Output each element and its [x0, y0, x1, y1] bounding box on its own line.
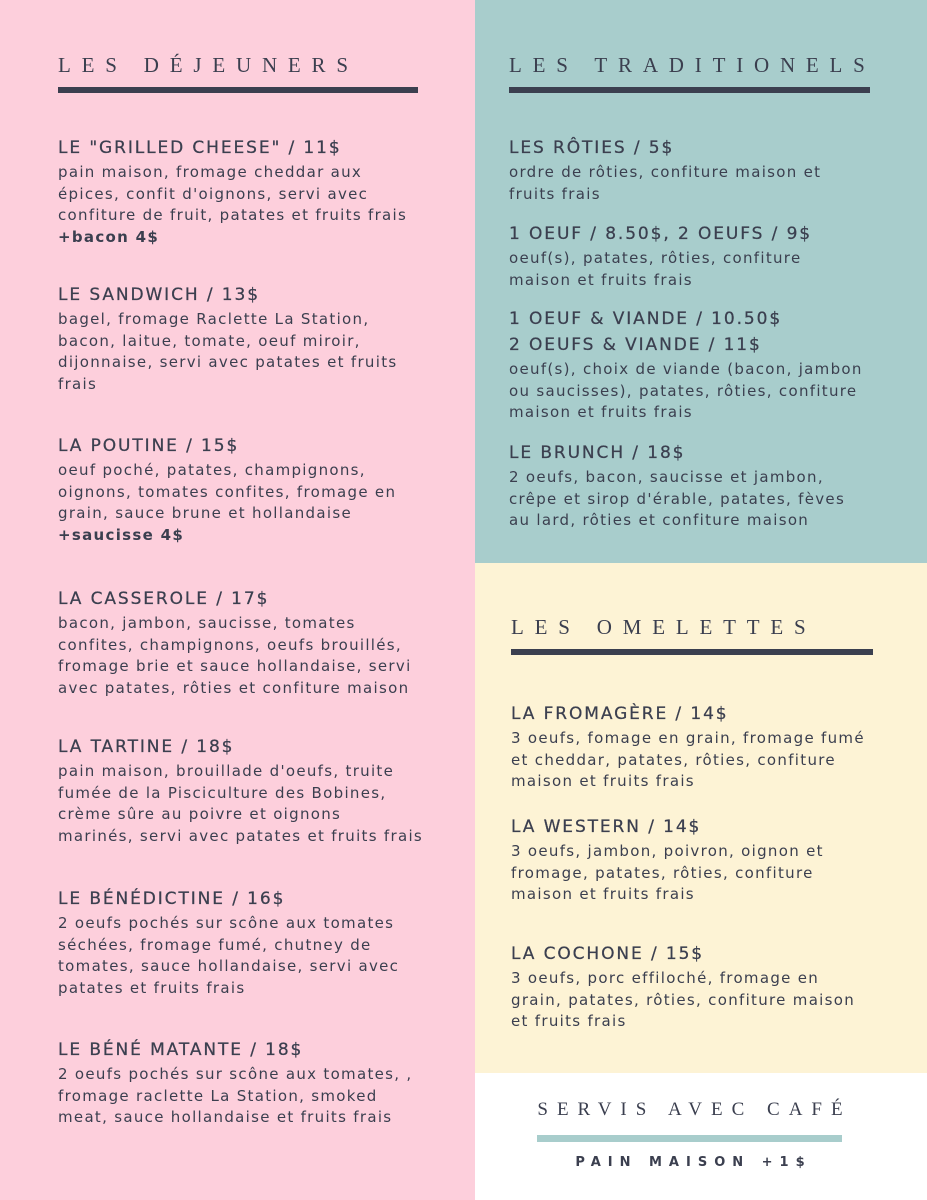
description-line: séchées, fromage fumé, chutney de: [58, 935, 372, 954]
menu-item-bene-matante: [58, 1037, 413, 1129]
description-line: 2 oeufs pochés sur scône aux tomates: [58, 914, 395, 932]
item-description: [58, 460, 396, 547]
description-line: confiture de fruit, patates et fruits frais: [58, 206, 408, 225]
description-line: pain maison, fromage cheddar aux: [58, 163, 363, 181]
item-title: LE "GRILLED CHEESE" / 11$: [58, 138, 342, 158]
section-heading: LES TRADITIONELS: [509, 53, 876, 77]
description-line: fromage, patates, rôties, confiture: [511, 863, 814, 882]
menu-item-tartine: [58, 734, 423, 848]
item-description: [58, 309, 398, 396]
section-heading: LES OMELETTES: [511, 615, 817, 639]
footer-section: [475, 1073, 927, 1200]
omelettes-section: [475, 563, 927, 1073]
item-title: LE BÉNÉDICTINE / 16$: [58, 889, 286, 909]
menu-item-fromagere: [511, 701, 865, 793]
description-line: confites, champignons, oeufs brouillés,: [58, 635, 402, 654]
menu-item-poutine: [58, 433, 396, 547]
description-line: bacon, laitue, tomate, oeuf miroir,: [58, 331, 361, 350]
item-description: [509, 162, 821, 205]
description-line: maison et fruits frais: [509, 270, 693, 289]
description-line: fumée de la Pisciculture des Bobines,: [58, 783, 387, 802]
description-line: oeuf(s), choix de viande (bacon, jambon: [509, 360, 863, 378]
item-description: [58, 162, 407, 249]
description-line: oeuf(s), patates, rôties, confiture: [509, 249, 802, 267]
description-line: 3 oeufs, jambon, poivron, oignon et: [511, 842, 824, 860]
description-line: ordre de rôties, confiture maison et: [509, 163, 822, 181]
item-description: [511, 968, 855, 1033]
description-line: oignons, tomates confites, fromage en: [58, 482, 397, 501]
description-line: 2 oeufs pochés sur scône aux tomates, ,: [58, 1065, 413, 1083]
item-title: 1 OEUF / 8.50$, 2 OEUFS / 9$: [509, 224, 812, 244]
item-title: LA WESTERN / 14$: [511, 817, 702, 837]
item-title: LE SANDWICH / 13$: [58, 285, 260, 305]
item-description: [509, 248, 812, 291]
item-title: LA TARTINE / 18$: [58, 737, 235, 757]
description-line: bagel, fromage Raclette La Station,: [58, 310, 370, 328]
item-description: [511, 841, 824, 906]
menu-item-oeufs: [509, 221, 812, 291]
footer-divider: [537, 1135, 842, 1142]
traditionels-section: [475, 0, 927, 563]
item-title: LE BRUNCH / 18$: [509, 443, 686, 463]
description-line: ou saucisses), patates, rôties, confiture: [509, 381, 858, 400]
description-line: crêpe et sirop d'érable, patates, fèves: [509, 489, 846, 508]
menu-item-casserole: [58, 586, 412, 700]
item-extra: +bacon 4$: [58, 228, 160, 247]
item-title: LA CASSEROLE / 17$: [58, 589, 270, 609]
menu-item-oeuf-viande: [509, 306, 863, 424]
menu-item-cochone: [511, 941, 855, 1033]
description-line: maison et fruits frais: [511, 885, 695, 904]
item-title: LE BÉNÉ MATANTE / 18$: [58, 1040, 304, 1060]
heading-divider: [58, 87, 418, 93]
heading-divider: [511, 649, 873, 655]
menu-item-grilled-cheese: [58, 135, 407, 249]
description-line: dijonnaise, servi avec patates et fruits: [58, 353, 398, 372]
item-description: [58, 761, 423, 848]
footer-note: PAIN MAISON +1$: [575, 1155, 812, 1170]
item-title: 1 OEUF & VIANDE / 10.50$: [509, 309, 783, 329]
description-line: frais: [58, 375, 98, 394]
menu-item-benedictine: [58, 886, 399, 1000]
item-description: [58, 1064, 413, 1129]
description-line: meat, sauce hollandaise et fruits frais: [58, 1108, 393, 1127]
item-description: [511, 728, 865, 793]
description-line: 3 oeufs, fomage en grain, fromage fumé: [511, 729, 865, 747]
item-extra: +saucisse 4$: [58, 526, 185, 545]
item-title: LES RÔTIES / 5$: [509, 138, 675, 158]
section-heading: LES DÉJEUNERS: [58, 53, 359, 77]
item-title-second-line: 2 OEUFS & VIANDE / 11$: [509, 335, 762, 355]
description-line: oeuf poché, patates, champignons,: [58, 461, 366, 479]
description-line: 3 oeufs, porc effiloché, fromage en: [511, 969, 820, 987]
item-title: LA FROMAGÈRE / 14$: [511, 704, 729, 724]
menu-item-brunch: [509, 440, 845, 532]
item-description: [58, 913, 399, 1000]
menu-item-roties: [509, 135, 821, 205]
description-line: épices, confit d'oignons, servi avec: [58, 184, 369, 203]
description-line: avec patates, rôties et confiture maison: [58, 679, 410, 698]
description-line: et cheddar, patates, rôties, confiture: [511, 750, 836, 769]
description-line: et fruits frais: [511, 1012, 627, 1031]
description-line: maison et fruits frais: [511, 772, 695, 791]
description-line: fruits frais: [509, 184, 601, 203]
description-line: marinés, servi avec patates et fruits frais: [58, 827, 424, 846]
item-description: [58, 613, 412, 700]
menu-item-western: [511, 814, 824, 906]
item-title: LA COCHONE / 15$: [511, 944, 705, 964]
description-line: au lard, rôties et confiture maison: [509, 511, 810, 530]
item-title: LA POUTINE / 15$: [58, 436, 240, 456]
item-description: [509, 359, 863, 424]
description-line: fromage raclette La Station, smoked: [58, 1086, 378, 1105]
description-line: bacon, jambon, saucisse, tomates: [58, 614, 356, 632]
description-line: crème sûre au poivre et oignons: [58, 805, 342, 824]
description-line: pain maison, brouillade d'oeufs, truite: [58, 762, 395, 780]
menu-item-sandwich: [58, 282, 398, 396]
description-line: grain, patates, rôties, confiture maison: [511, 990, 856, 1009]
description-line: 2 oeufs, bacon, saucisse et jambon,: [509, 468, 824, 486]
description-line: fromage brie et sauce hollandaise, servi: [58, 657, 412, 676]
item-description: [509, 467, 845, 532]
description-line: tomates, sauce hollandaise, servi avec: [58, 957, 400, 976]
description-line: patates et fruits frais: [58, 979, 246, 998]
heading-divider: [509, 87, 870, 93]
description-line: maison et fruits frais: [509, 403, 693, 422]
description-line: grain, sauce brune et hollandaise: [58, 504, 352, 523]
footer-heading: SERVIS AVEC CAFÉ: [537, 1099, 852, 1120]
